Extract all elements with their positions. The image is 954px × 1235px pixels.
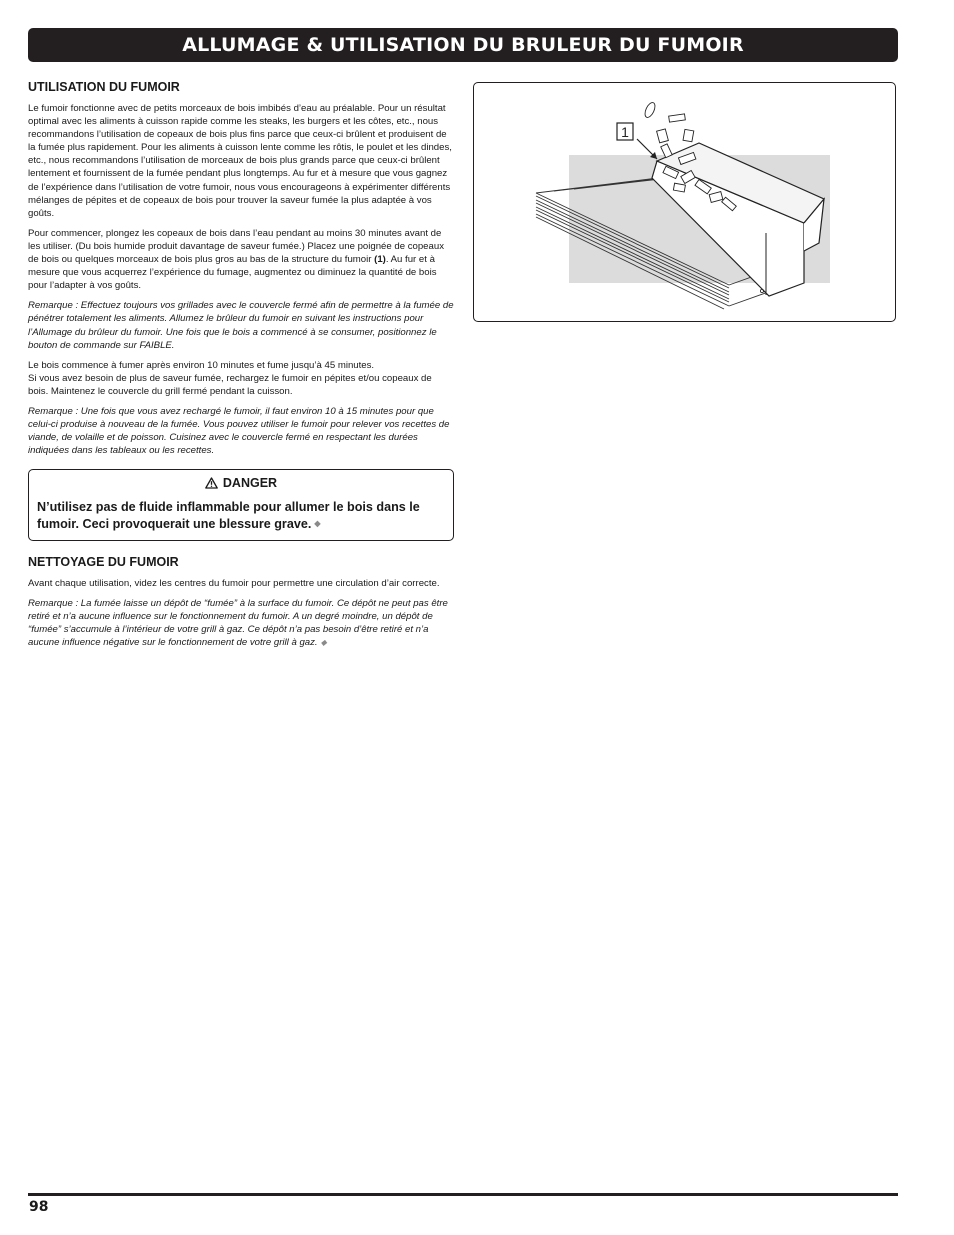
header-bar	[28, 28, 898, 62]
page-number: 98	[29, 1199, 49, 1215]
cleaning-note	[28, 597, 454, 649]
usage-p3-line-2: Si vous avez besoin de plus de saveur fumée, rechargez le fumoir en pépites et/ou copeaux de bois. Maintenez le couvercle du grill fermé pendant la cuisson.	[28, 372, 432, 397]
usage-p3-line-1: Le bois commence à fumer après environ 10 minutes et fume jusqu’à 45 minutes.	[28, 359, 375, 371]
figure-reference: (1)	[374, 254, 386, 266]
end-mark-icon: ◆	[314, 519, 321, 529]
smoker-box-illustration	[474, 83, 894, 320]
smoker-illustration	[473, 82, 896, 322]
danger-message-text: N’utilisez pas de fluide inflammable pour allumer le bois dans le fumoir. Ceci provoquerait une blessure grave.	[37, 500, 420, 531]
danger-box	[28, 469, 454, 540]
left-column	[28, 80, 454, 656]
usage-note-2: Remarque : Une fois que vous avez rechargé le fumoir, il faut environ 10 à 15 minutes pour que celui-ci produise à nouveau de la fumée. Vous pouvez utiliser le fumoir pour relever vos recettes de viande, de volaille et de poisson. Cuisinez avec le couvercle fermé en respectant les durées indiquées dans les tableaux ou les recettes.	[28, 405, 450, 457]
cleaning-paragraph-1: Avant chaque utilisation, videz les centres du fumoir pour permettre une circulation d’air correcte.	[28, 577, 440, 589]
danger-label: DANGER	[222, 476, 278, 491]
usage-p2-text: Pour commencer, plongez les copeaux de bois dans l’eau pendant au moins 30 minutes avant de les utiliser. (Du bois humide produit davantage de saveur fumée.) Placez une poignée de copeaux de bois ou quelques morceaux de bois plus gros au bas de la structure du fumoir	[28, 227, 444, 266]
usage-paragraph-2	[28, 227, 454, 292]
usage-paragraph-1: Le fumoir fonctionne avec de petits morceaux de bois imbibés d’eau au préalable. Pour un résultat optimal avec les aliments à cuisson rapide comme les steaks, les burgers et les côtes, etc., nous recommandons l’utilisation de copeaux de bois plus fins parce que ceux-ci brûlent et produisent de la fumée plus rapidement. Pour les aliments à cuisson lente comme les rôtis, le poulet et les dindes, etc., nous recommandons l’utilisation de morceaux de bois plus grands parce que ceux-ci brûlent lentement et fournissent de la fumée pendant plus longtemps. Au fur et à mesure que vous gagnez de l’expérience dans l’utilisation de votre fumoir, nous vous encourageons à expérimenter différents mélanges de pépites et de copeaux de bois pour trouver la saveur fumée la plus adaptée à vos goûts.	[28, 103, 452, 219]
warning-triangle-icon	[205, 477, 218, 489]
usage-paragraph-3	[28, 359, 454, 398]
danger-header	[37, 476, 445, 490]
section-heading-cleaning: NETTOYAGE DU FUMOIR	[28, 554, 179, 569]
footer-rule	[28, 1193, 898, 1196]
page-title: ALLUMAGE & UTILISATION DU BRULEUR DU FUMOIR	[182, 34, 744, 56]
cleaning-note-text: Remarque : La fumée laisse un dépôt de “fumée” à la surface du fumoir. Ce dépôt ne peut pas être retiré et n’a aucune influence sur le fonctionnement du fumoir. A un degré moindre, un dépôt de “fumée” s’accumule à l’intérieur de votre grill à gaz. Ce dépôt n’a pas besoin d’être retiré et n’a aucune influence négative sur le fonctionnement de votre grill à gaz.	[28, 597, 448, 649]
end-mark-icon: ◆	[320, 638, 327, 648]
danger-message	[37, 499, 445, 532]
usage-note-1: Remarque : Effectuez toujours vos grillades avec le couvercle fermé afin de permettre à la fumée de pénétrer totalement les aliments. Allumez le brûleur du fumoir en suivant les instructions pour l’Allumage du brûleur du fumoir. Une fois que le bois a commencé à se consumer, positionnez le bouton de commande sur FAIBLE.	[28, 300, 454, 351]
section-heading-usage: UTILISATION DU FUMOIR	[28, 80, 180, 94]
callout-number: 1	[621, 124, 629, 140]
usage-p2-text-end: . Au fur et à mesure que vous acquerrez l’expérience du fumage, augmentez ou diminuez la quantité de bois pour l’adapter à vos goûts.	[28, 254, 437, 292]
